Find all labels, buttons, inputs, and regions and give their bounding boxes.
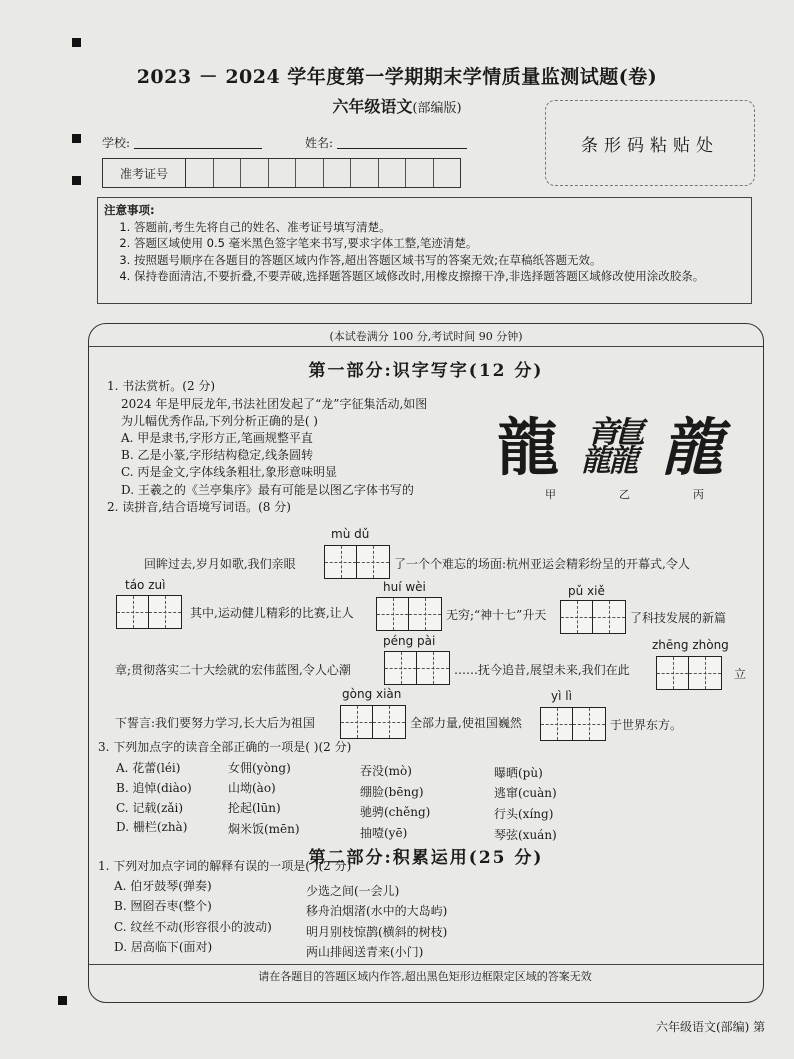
p1-q1-option-a: A. 甲是隶书,字形方正,笔画规整平直 xyxy=(121,431,313,445)
answer-box-gongxian[interactable] xyxy=(340,705,406,739)
part2-title: 第二部分:积累运用(25 分) xyxy=(308,848,544,868)
page-footer: 六年级语文(部编) 第 xyxy=(656,1020,766,1034)
pinyin-mudu: mù dǔ xyxy=(331,527,370,541)
calligraphy-jia: 龍 xyxy=(497,411,560,484)
notice-item: 1. 答题前,考生先将自己的姓名、准考证号填写清楚。 xyxy=(134,219,745,236)
alignment-mark-top xyxy=(72,38,81,47)
p2-q1-b2: 移舟泊烟渚(水中的大岛屿) xyxy=(306,904,448,918)
subtitle-edition: (部编版) xyxy=(412,101,462,116)
exam-id-cell[interactable] xyxy=(406,159,434,187)
p1-q1-line: 为儿幅优秀作品,下列分析正确的是( ) xyxy=(121,414,318,428)
pinyin-taozui: táo zuì xyxy=(125,578,166,592)
p1-q1-line: 2024 年是甲辰龙年,书法社团发起了“龙”字征集活动,如图 xyxy=(121,397,428,411)
school-label: 学校: xyxy=(102,136,131,150)
time-divider xyxy=(89,346,763,347)
q3-c4: 行头(xíng) xyxy=(494,807,554,821)
p2-q1-a1: A. 伯牙鼓琴(弹奏) xyxy=(114,879,212,893)
p2-q1-stem: 1. 下列对加点字词的解释有误的一项是( )(2 分) xyxy=(98,859,352,873)
pinyin-gongxian: gòng xiàn xyxy=(342,687,402,701)
q3-d2: 焖米饭(mēn) xyxy=(228,822,300,836)
exam-id-cell[interactable] xyxy=(269,159,297,187)
p2-q1-b1: B. 囫囵吞枣(整个) xyxy=(114,899,212,913)
pinyin-yili: yì lì xyxy=(551,689,572,703)
notice-box xyxy=(97,197,752,304)
name-label: 姓名: xyxy=(305,136,334,150)
q2-text: 无穷;“神十七”升天 xyxy=(446,608,547,622)
caption-jia: 甲 xyxy=(545,488,556,501)
barcode-area xyxy=(545,100,755,186)
subtitle-grade: 六年级语文 xyxy=(332,97,413,116)
q2-text: 了一个个难忘的场面:杭州亚运会精彩纷呈的开幕式,令人 xyxy=(394,557,690,571)
p2-q1-a2: 少选之间(一会儿) xyxy=(306,884,400,898)
barcode-label: 条形码粘贴处 xyxy=(581,135,719,156)
q2-text: 全部力量,使祖国巍然 xyxy=(410,716,522,730)
p1-q1-stem: 1. 书法赏析。(2 分) xyxy=(107,379,216,393)
answer-box-zhengzhong[interactable] xyxy=(656,656,722,690)
boundary-note: 请在各题目的答题区域内作答,超出黑色矩形边框限定区域的答案无效 xyxy=(258,970,592,983)
q2-text: 章;贯彻落实二十大绘就的宏伟蓝图,令人心潮 xyxy=(115,663,351,677)
p1-q3-stem: 3. 下列加点字的读音全部正确的一项是( )(2 分) xyxy=(98,740,352,754)
answer-box-yili[interactable] xyxy=(540,707,606,741)
answer-box-mudu[interactable] xyxy=(324,545,390,579)
answer-box-puxie[interactable] xyxy=(560,600,626,634)
calligraphy-bing: 龍 xyxy=(661,411,724,484)
name-field[interactable] xyxy=(337,134,467,149)
answer-box-pengpai[interactable] xyxy=(384,651,450,685)
p2-q1-d2: 两山排闼送青来(小门) xyxy=(306,945,424,959)
q3-c2: 抡起(lūn) xyxy=(228,801,281,815)
p2-q1-c2: 明月别枝惊鹊(横斜的树枝) xyxy=(306,925,448,939)
exam-id-grid[interactable] xyxy=(102,158,461,188)
calligraphy-panel xyxy=(497,398,747,503)
notice-item: 4. 保持卷面清洁,不要折叠,不要弄破,选择题答题区域修改时,用橡皮擦擦干净,非选择题答题区域修改使用涂改胶条。 xyxy=(134,268,745,285)
q2-text: 下誓言:我们要努力学习,长大后为祖国 xyxy=(115,716,315,730)
exam-id-cell[interactable] xyxy=(296,159,324,187)
notice-item: 2. 答题区域使用 0.5 毫米黑色签字笔来书写,要求字体工整,笔迹清楚。 xyxy=(134,235,745,252)
p1-q1-option-c: C. 丙是金文,字体线条粗壮,象形意味明显 xyxy=(121,465,338,479)
exam-id-cell[interactable] xyxy=(186,159,214,187)
exam-id-label: 准考证号 xyxy=(103,159,186,187)
q2-text: 立 xyxy=(734,667,747,681)
q3-b4: 逃窜(cuàn) xyxy=(494,786,557,800)
p2-q1-c1: C. 纹丝不动(形容很小的波动) xyxy=(114,920,272,934)
q3-d1: D. 栅栏(zhà) xyxy=(116,820,188,834)
q3-b2: 山坳(ào) xyxy=(228,781,276,795)
q2-text: 于世界东方。 xyxy=(610,718,683,732)
answer-box-huiwei[interactable] xyxy=(376,597,442,631)
p1-q2-stem: 2. 读拼音,结合语境写词语。(8 分) xyxy=(107,500,291,514)
q3-b3: 绷脸(bēng) xyxy=(360,785,424,799)
notice-item: 3. 按照题号顺序在各题目的答题区域内作答,超出答题区域书写的答案无效;在草稿纸答题无效。 xyxy=(134,252,745,269)
alignment-mark-school xyxy=(72,134,81,143)
exam-id-cell[interactable] xyxy=(351,159,379,187)
p1-q1-option-d: D. 王羲之的《兰亭集序》最有可能是以图乙字体书写的 xyxy=(121,483,414,497)
notice-list xyxy=(104,219,745,285)
q2-text: 其中,运动健儿精彩的比赛,让人 xyxy=(190,606,354,620)
p2-q1-d1: D. 居高临下(面对) xyxy=(114,940,213,954)
exam-id-cell[interactable] xyxy=(214,159,242,187)
answer-box-taozui[interactable] xyxy=(116,595,182,629)
exam-id-cell[interactable] xyxy=(324,159,352,187)
q3-a3: 吞没(mò) xyxy=(360,764,412,778)
q3-c1: C. 记载(zǎi) xyxy=(116,801,184,815)
pinyin-puxie: pǔ xiě xyxy=(568,584,605,598)
q3-a4: 曝晒(pù) xyxy=(494,766,543,780)
exam-id-cell[interactable] xyxy=(241,159,269,187)
footer-divider xyxy=(89,964,763,965)
alignment-mark-bottom xyxy=(58,996,67,1005)
q3-d3: 抽噎(yē) xyxy=(360,826,408,840)
q3-a1: A. 花蕾(léi) xyxy=(116,761,181,775)
q3-d4: 琴弦(xuán) xyxy=(494,828,557,842)
q3-c3: 驰骋(chěng) xyxy=(360,805,431,819)
pinyin-zhengzhong: zhēng zhòng xyxy=(652,638,729,652)
q2-text: 了科技发展的新篇 xyxy=(630,611,727,625)
part1-title: 第一部分:识字写字(12 分) xyxy=(308,361,544,381)
calligraphy-yi: 龘 xyxy=(579,411,642,484)
p1-q1-option-b: B. 乙是小篆,字形结构稳定,线条圆转 xyxy=(121,448,314,462)
caption-bing: 丙 xyxy=(693,488,704,501)
pinyin-pengpai: péng pài xyxy=(383,634,436,648)
alignment-mark-examid xyxy=(72,176,81,185)
notice-heading: 注意事项: xyxy=(104,203,155,217)
q2-text: ……抚今追昔,展望未来,我们在此 xyxy=(454,663,630,677)
pinyin-huiwei: huí wèi xyxy=(383,580,426,594)
q3-a2: 女佣(yòng) xyxy=(228,761,291,775)
school-field[interactable] xyxy=(134,134,262,149)
time-note: (本试卷满分 100 分,考试时间 90 分钟) xyxy=(329,330,523,343)
q3-b1: B. 追悼(diào) xyxy=(116,781,192,795)
exam-id-cell[interactable] xyxy=(379,159,407,187)
caption-yi: 乙 xyxy=(619,488,630,501)
q2-text: 回眸过去,岁月如歌,我们亲眼 xyxy=(144,557,296,571)
exam-id-cell[interactable] xyxy=(434,159,461,187)
exam-title: 2023 － 2024 学年度第一学期期末学情质量监测试题(卷) xyxy=(136,66,658,88)
